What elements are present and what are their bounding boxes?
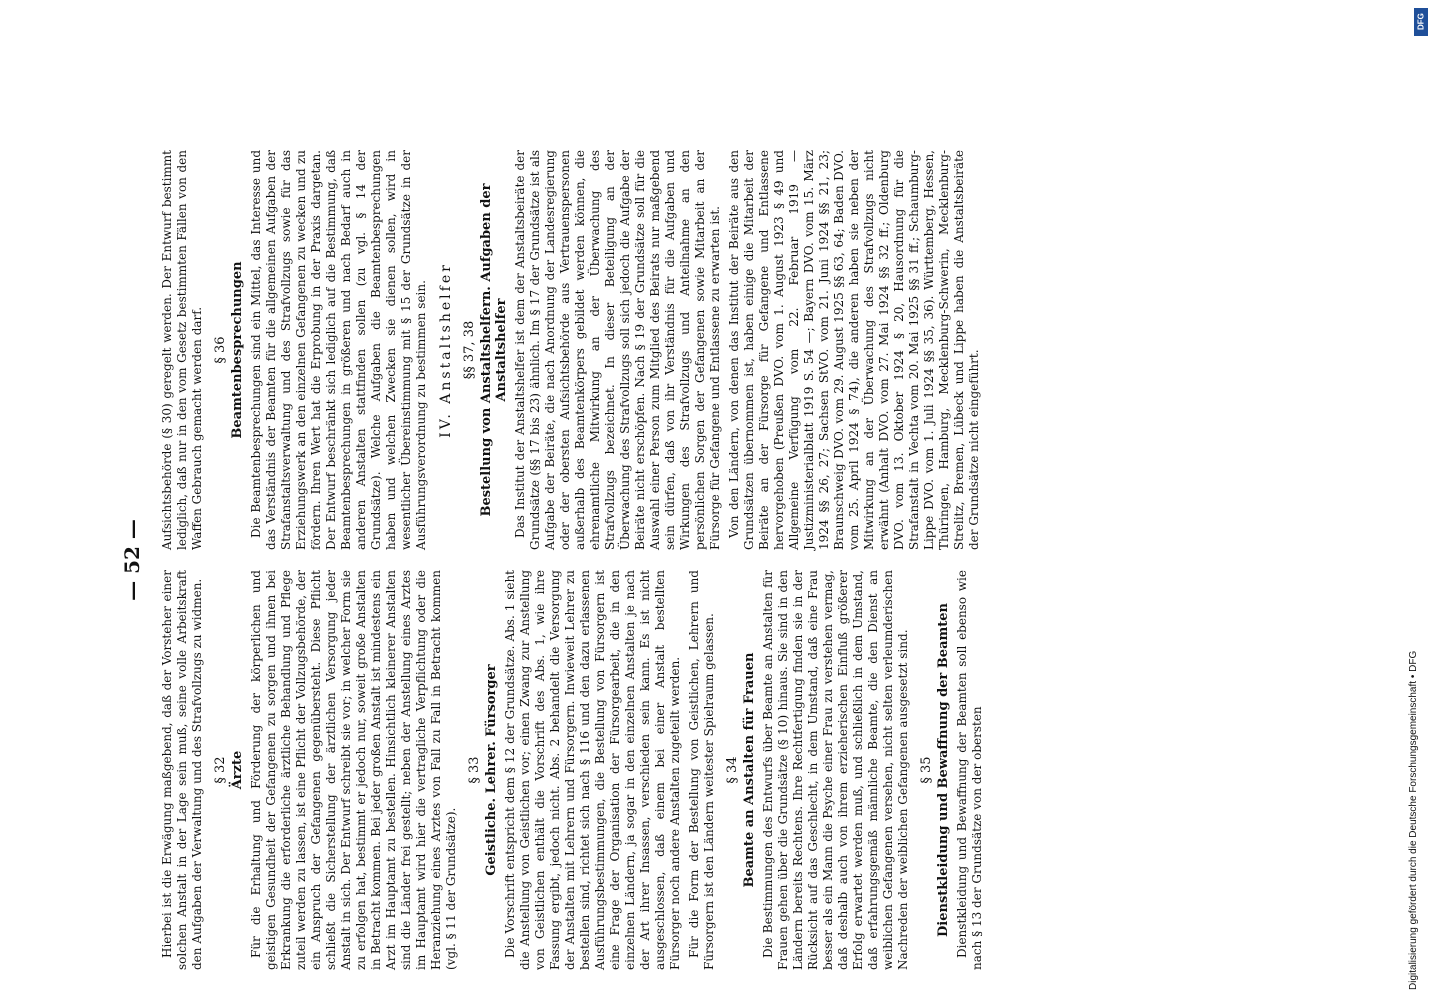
left-column [160, 570, 989, 970]
section-heading: Beamtenbesprechungen [230, 261, 245, 439]
intro-paragraph: Hierbei ist die Erwägung maßgebend, daß der Vorsteher einer solchen Anstalt in der Lage sein muß, seine volle Arbeitskraft den Aufgaben der Verwaltung und des Strafvollzugs zu widmen. [160, 570, 204, 970]
section-heading: Geistliche. Lehrer. Fürsorger [484, 664, 499, 876]
digitization-notice: Digitalisierung gefördert durch die Deutsche Forschungsgemeinschaft • DFG [1408, 650, 1419, 990]
part-heading: IV. Anstaltshelfer [438, 262, 454, 438]
section-paragraph: Das Institut der Anstaltshelfer ist dem der Anstaltsbeiräte der Grundsätze (§§ 17 bis 23) ähnlich. Im § 17 der Grundsätze ist als Aufgabe der Beiräte, die nach Anordnung der Landesregierung oder der obersten Aufsichtsbehörde aus Vertrauenspersonen außerhalb des Beamtenkörpers gebildet werden können, die ehrenamtliche Mitwirkung an der Überwachung des Strafvollzugs bezeichnet. In dieser Beteiligung an der Überwachung des Strafvollzugs soll sich jedoch die Aufgabe der Beiräte nicht erschöpfen. Nach § 19 der Grundsätze soll für die Auswahl einer Person zum Mitglied des Beirats nur maßgebend sein dürfen, daß von ihr Verständnis für die Aufgaben und Wirkungen des Strafvollzugs und Anteilnahme an den persönlichen Sorgen der Gefangenen sowie Mitarbeit an der Fürsorge für Gefangene und Entlassene zu erwarten ist. [513, 150, 722, 550]
section-number: § 35 [919, 756, 934, 784]
section-number: § 33 [467, 756, 482, 784]
section-heading: Ärzte [230, 750, 245, 790]
rotated-content [120, 150, 1350, 970]
section-paragraph: Für die Form der Bestellung von Geistlichen, Lehrern und Fürsorgern ist den Ländern weitester Spielraum gelassen. [687, 570, 716, 970]
section-paragraph: Die Beamtenbesprechungen sind ein Mittel, das Interesse und das Verständnis der Beamten für die allgemeinen Aufgaben der Strafanstaltsverwaltung und des Strafvollzugs sowie für das Erziehungswerk an den einzelnen Gefangenen zu wecken und zu fördern. Ihren Wert hat die Erprobung in der Praxis dargetan. Der Entwurf beschränkt sich lediglich auf die Bestimmung, daß Beamtenbesprechungen in größeren und nach Bedarf auch in anderen Anstalten stattfinden sollen (zu vgl. § 14 der Grundsätze). Welche Aufgaben die Beamtenbesprechungen haben und welchen Zwecken sie dienen sollen, wird in wesentlicher Übereinstimmung mit § 15 der Grundsätze in der Ausführungsverordnung zu bestimmen sein. [249, 150, 428, 550]
dfg-logo-icon: DFG [1414, 8, 1428, 36]
section-heading: Dienstkleidung und Bewaffnung der Beamten [936, 603, 951, 937]
section-heading: Bestellung von Anstaltshelfern. Aufgaben der Anstaltshelfer [479, 183, 509, 517]
section-paragraph: Dienstkleidung und Bewaffnung der Beamten soll ebenso wie nach § 13 der Grundsätze von der obersten [955, 570, 984, 970]
section-number: § 36 [213, 336, 228, 364]
page-number: — 52 — [120, 519, 144, 601]
section-paragraph: Die Bestimmungen des Entwurfs über Beamte an Anstalten für Frauen gehen über die Grundsätze (§ 10) hinaus. Sie sind in den Ländern bereits Rechtens. Ihre Rechtfertigung finden sie in der Rücksicht auf das Geschlecht, in dem Umstand, daß eine Frau besser als ein Mann die Psyche einer Frau zu verstehen vermag, daß deshalb auch von ihrem erzieherischen Einfluß größerer Erfolg erwartet werden muß, und schließlich in dem Umstand, daß erfahrungsgemäß männliche Beamte, die den Dienst an weiblichen Gefangenen versehen, nicht selten verleumderischen Nachreden der weiblichen Gefangenen ausgesetzt sind. [761, 570, 910, 970]
section-number: § 32 [213, 756, 228, 784]
section-paragraph: Von den Ländern, von denen das Institut der Beiräte aus den Grundsätzen übernommen ist, haben einige die Mitarbeit der Beiräte an der Fürsorge für Gefangene und Entlassene hervorgehoben (Preußen DVO. vom 1. August 1923 § 49 und Allgemeine Verfügung vom 22. Februar 1919 — Justizministerialblatt 1919 S. 54 —; Bayern DVO. vom 15. März 1924 §§ 26, 27; Sachsen StVO. vom 21. Juni 1924 §§ 21, 23; Braunschweig DVO. vom 29. August 1925 §§ 63, 64; Baden DVO. vom 25. April 1924 § 74), die anderen haben sie neben der Mitwirkung an der Überwachung des Strafvollzugs nicht erwähnt (Anhalt DVO. vom 27. Mai 1924 §§ 32 ff.; Oldenburg DVO. vom 13. Oktober 1924 § 20, Hausordnung für die Strafanstalt in Vechta vom 20. Mai 1925 §§ 31 ff.; Schaumburg-Lippe DVO. vom 1. Juli 1924 §§ 35, 36). Württemberg, Hessen, Thüringen, Hamburg, Mecklenburg-Schwerin, Mecklenburg-Strelitz, Bremen, Lübeck und Lippe haben die Anstaltsbeiräte der Grundsätze nicht eingeführt. [727, 150, 981, 550]
digitization-sidebar [1398, 0, 1434, 1000]
section-paragraph: Die Vorschrift entspricht dem § 12 der Grundsätze. Abs. 1 sieht die Anstellung von Geistlichen vor; einen Zwang zur Anstellung von Geistlichen enthält die Vorschrift des Abs. 1, wie ihre Fassung ergibt, jedoch nicht. Abs. 2 behandelt die Versorgung der Anstalten mit Lehrern und Fürsorgern. Inwieweit Lehrer zu bestellen sind, richtet sich nach § 116 und den dazu erlassenen Ausführungsbestimmungen, die Bestellung von Fürsorgern ist eine Frage der Organisation der Fürsorgearbeit, die in den einzelnen Ländern, ja sogar in den einzelnen Anstalten je nach der Art ihrer Insassen, verschieden sein kann. Es ist nicht ausgeschlossen, daß einem bei einer Anstalt bestellten Fürsorger noch andere Anstalten zugeteilt werden. [503, 570, 682, 970]
section-heading: Beamte an Anstalten für Frauen [742, 652, 757, 888]
section-number: §§ 37, 38 [462, 320, 477, 380]
continued-paragraph: Aufsichtsbehörde (§ 30) geregelt werden. Der Entwurf bestimmt lediglich, daß nur in den vom Gesetz bestimmten Fällen von den Waffen Gebrauch gemacht werden darf. [160, 150, 204, 550]
right-column [160, 150, 986, 550]
section-number: § 34 [725, 756, 740, 784]
section-paragraph: Für die Erhaltung und Förderung der körperlichen und geistigen Gesundheit der Gefangenen zu sorgen und ihnen bei Erkrankung die erforderliche ärztliche Behandlung und Pflege zuteil werden zu lassen, ist eine Pflicht der Vollzugsbehörde, der ein Anspruch der Gefangenen gegenübersteht. Diese Pflicht schließt die Sicherstellung der ärztlichen Versorgung jeder Anstalt in sich. Der Entwurf schreibt sie vor; in welcher Form sie zu erfolgen hat, bestimmt er jedoch nur, soweit große Anstalten in Betracht kommen. Bei jeder großen Anstalt ist mindestens ein Arzt im Hauptamt zu bestellen. Hinsichtlich kleinerer Anstalten sind die Länder frei gestellt; neben der Anstellung eines Arztes im Hauptamt wird hier die vertragliche Verpflichtung oder die Heranziehung eines Arztes von Fall zu Fall in Betracht kommen (vgl. § 11 der Grundsätze). [249, 570, 458, 970]
